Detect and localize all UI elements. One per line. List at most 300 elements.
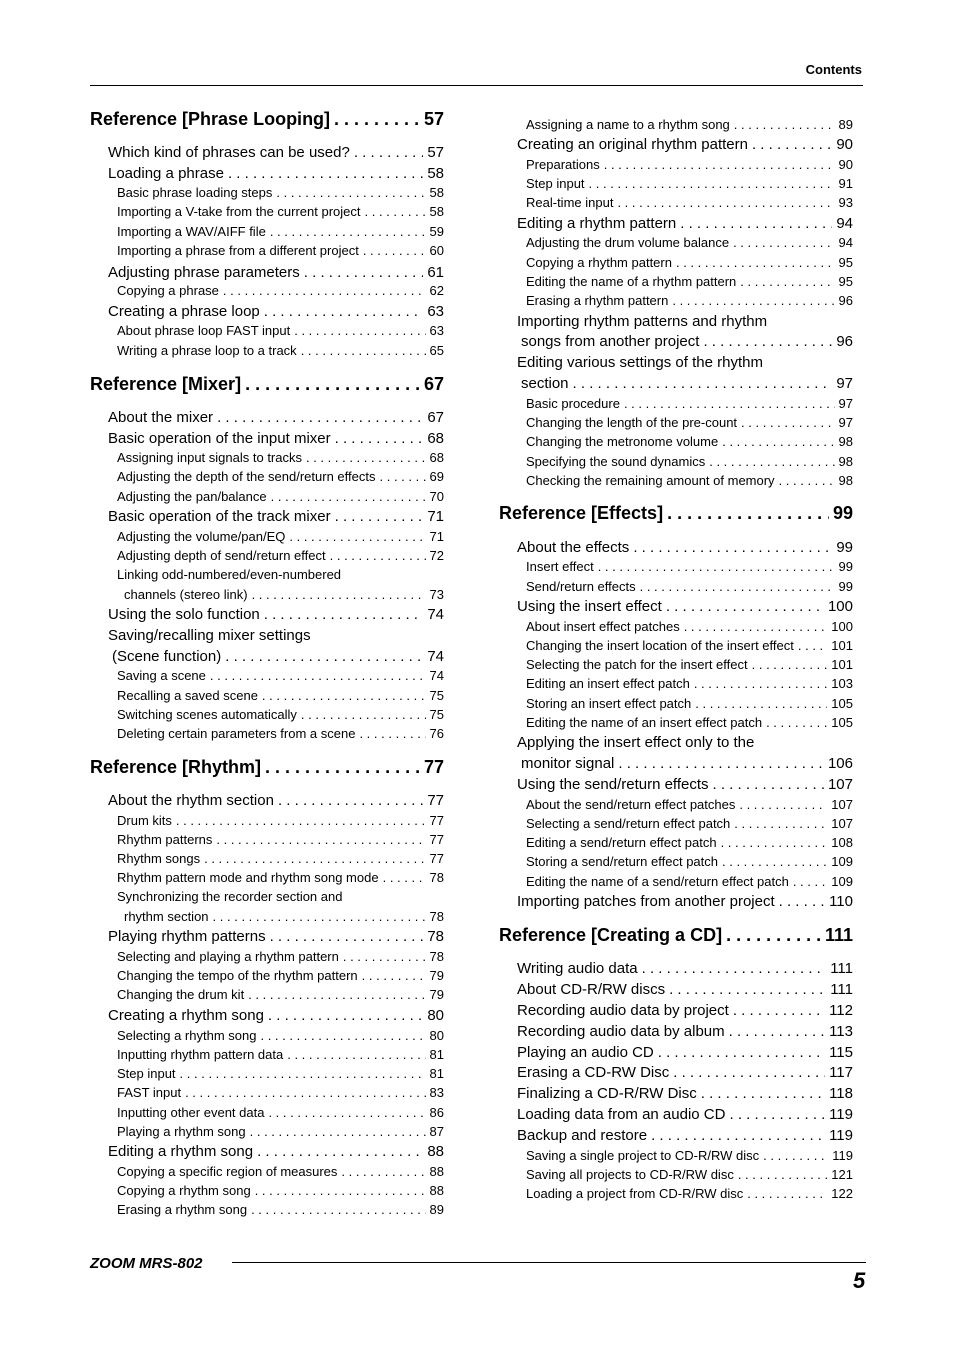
toc-subentry bbox=[526, 639, 853, 652]
toc-subentry bbox=[117, 1106, 444, 1119]
toc-subentry bbox=[117, 689, 444, 702]
toc-entry-page: 80 bbox=[427, 1007, 444, 1024]
toc-entry-title: Basic phrase loading steps bbox=[117, 185, 273, 200]
toc-entry-page: 73 bbox=[429, 587, 444, 602]
toc-entry-page: 77 bbox=[427, 792, 444, 809]
toc-entry-page: 113 bbox=[829, 1023, 853, 1040]
toc-entry-title: Creating a phrase loop bbox=[108, 303, 260, 320]
dot-leader bbox=[589, 177, 835, 190]
toc-subentry bbox=[117, 284, 444, 297]
dot-leader bbox=[573, 376, 833, 391]
toc-entry-page: 105 bbox=[831, 696, 853, 711]
toc-entry-page: 119 bbox=[832, 1148, 853, 1163]
toc-entry-title: Changing the tempo of the rhythm pattern bbox=[117, 968, 358, 983]
toc-entry-page: 58 bbox=[427, 165, 444, 182]
toc-subentry bbox=[526, 158, 853, 171]
toc-entry bbox=[108, 166, 444, 181]
toc-entry-wrapped: Importing rhythm patterns and rhythm bbox=[517, 313, 768, 330]
dot-leader bbox=[216, 833, 425, 846]
dot-leader bbox=[604, 158, 835, 171]
toc-entry bbox=[108, 265, 444, 280]
toc-entry-title: Checking the remaining amount of memory bbox=[526, 473, 775, 488]
toc-entry bbox=[517, 1086, 853, 1101]
toc-entry-page: 108 bbox=[831, 835, 853, 850]
toc-entry-page: 76 bbox=[429, 726, 444, 741]
dot-leader bbox=[270, 929, 424, 944]
toc-subentry bbox=[117, 205, 444, 218]
toc-entry-title: Editing the name of an insert effect patch bbox=[526, 715, 763, 730]
dot-leader bbox=[673, 1065, 825, 1080]
dot-leader bbox=[722, 855, 827, 868]
toc-entry-page: 107 bbox=[831, 816, 853, 831]
toc-entry-page: 80 bbox=[429, 1028, 444, 1043]
dot-leader bbox=[739, 798, 827, 811]
toc-entry-page: 122 bbox=[831, 1186, 853, 1201]
toc-entry-title: Selecting and playing a rhythm pattern bbox=[117, 949, 339, 964]
dot-leader bbox=[176, 814, 426, 827]
toc-entry-page: 89 bbox=[429, 1202, 444, 1217]
toc-subentry-continuation bbox=[124, 910, 444, 923]
toc-subentry bbox=[117, 225, 444, 238]
toc-entry bbox=[517, 777, 853, 792]
dot-leader bbox=[734, 817, 827, 830]
toc-subentry bbox=[526, 1187, 853, 1200]
toc-subentry bbox=[117, 1029, 444, 1042]
toc-entry-page: 94 bbox=[836, 215, 853, 232]
toc-entry-page: 117 bbox=[829, 1064, 853, 1081]
toc-entry-title: Reference [Mixer] bbox=[90, 374, 242, 394]
toc-entry bbox=[517, 540, 853, 555]
toc-entry bbox=[108, 1144, 444, 1159]
toc-subentry bbox=[526, 677, 853, 690]
toc-subentry bbox=[526, 256, 853, 269]
toc-entry-page: 78 bbox=[429, 909, 444, 924]
toc-entry-title: Saving a single project to CD-R/RW disc bbox=[526, 1148, 760, 1163]
toc-entry-title: channels (stereo link) bbox=[124, 587, 248, 602]
dot-leader bbox=[734, 118, 835, 131]
toc-entry-page: 75 bbox=[429, 707, 444, 722]
dot-leader bbox=[695, 697, 827, 710]
dot-leader bbox=[618, 756, 824, 771]
toc-entry-page: 107 bbox=[827, 776, 853, 793]
toc-entry-title: Inputting rhythm pattern data bbox=[117, 1047, 284, 1062]
toc-entry-continuation bbox=[521, 376, 853, 391]
toc-entry-title: Changing the drum kit bbox=[117, 987, 245, 1002]
toc-entry bbox=[517, 1107, 853, 1122]
dot-leader bbox=[262, 689, 426, 702]
toc-entry-page: 58 bbox=[429, 185, 444, 200]
toc-entry bbox=[517, 894, 853, 909]
dot-leader bbox=[709, 455, 834, 468]
toc-entry-page: 100 bbox=[827, 598, 853, 615]
toc-entry-title: Adjusting the depth of the send/return effects bbox=[117, 469, 376, 484]
toc-entry-page: 57 bbox=[423, 109, 444, 129]
dot-leader bbox=[257, 1144, 423, 1159]
toc-entry-page: 106 bbox=[827, 755, 853, 772]
toc-entry-title: Loading a phrase bbox=[108, 165, 224, 182]
toc-entry-title: Reference [Creating a CD] bbox=[499, 925, 723, 945]
dot-leader bbox=[766, 716, 827, 729]
toc-entry-title: Drum kits bbox=[117, 813, 172, 828]
toc-entry-title: Deleting certain parameters from a scene bbox=[117, 726, 356, 741]
dot-leader bbox=[362, 969, 426, 982]
toc-entry-title: Loading data from an audio CD bbox=[517, 1106, 726, 1123]
dot-leader bbox=[779, 894, 825, 909]
toc-subentry bbox=[526, 875, 853, 888]
toc-entry-page: 109 bbox=[831, 874, 853, 889]
toc-entry bbox=[108, 793, 444, 808]
dot-leader bbox=[301, 708, 426, 721]
toc-entry-title: Storing a send/return effect patch bbox=[526, 854, 718, 869]
toc-entry-title: Assigning a name to a rhythm song bbox=[526, 117, 730, 132]
dot-leader bbox=[721, 836, 828, 849]
toc-entry-page: 121 bbox=[831, 1167, 853, 1182]
dot-leader bbox=[287, 1048, 425, 1061]
dot-leader bbox=[252, 588, 426, 601]
toc-entry-title: (Scene function) bbox=[112, 648, 222, 665]
toc-entry bbox=[517, 1128, 853, 1143]
toc-entry-page: 94 bbox=[838, 235, 853, 250]
dot-leader bbox=[264, 304, 424, 319]
toc-entry-page: 74 bbox=[427, 648, 444, 665]
dot-leader bbox=[633, 540, 832, 555]
toc-entry-title: Using the send/return effects bbox=[517, 776, 709, 793]
section-heading-mixer bbox=[90, 375, 444, 393]
dot-leader bbox=[672, 294, 834, 307]
toc-subentry bbox=[117, 490, 444, 503]
dot-leader bbox=[763, 1149, 828, 1162]
dot-leader bbox=[733, 236, 834, 249]
toc-subentry bbox=[117, 1067, 444, 1080]
toc-entry-title: Editing a send/return effect patch bbox=[526, 835, 717, 850]
dot-leader bbox=[334, 110, 420, 128]
toc-entry bbox=[108, 929, 444, 944]
toc-subentry bbox=[526, 855, 853, 868]
toc-entry-page: 111 bbox=[830, 981, 853, 998]
dot-leader bbox=[341, 1165, 425, 1178]
toc-subentry bbox=[526, 196, 853, 209]
toc-subentry bbox=[117, 814, 444, 827]
toc-entry-page: 109 bbox=[831, 854, 853, 869]
dot-leader bbox=[383, 871, 426, 884]
dot-leader bbox=[680, 216, 832, 231]
toc-entry bbox=[517, 216, 853, 231]
dot-leader bbox=[713, 777, 824, 792]
toc-entry-page: 96 bbox=[838, 293, 853, 308]
toc-entry-page: 70 bbox=[429, 489, 444, 504]
toc-entry-page: 98 bbox=[838, 473, 853, 488]
toc-entry-title: Finalizing a CD-R/RW Disc bbox=[517, 1085, 697, 1102]
dot-leader bbox=[271, 490, 426, 503]
toc-subentry bbox=[526, 817, 853, 830]
toc-entry-title: Copying a rhythm song bbox=[117, 1183, 251, 1198]
toc-entry-title: Writing audio data bbox=[517, 960, 638, 977]
dot-leader bbox=[747, 1187, 827, 1200]
dot-leader bbox=[666, 599, 824, 614]
toc-entry-page: 71 bbox=[427, 508, 444, 525]
toc-entry-title: Loading a project from CD-R/RW disc bbox=[526, 1186, 744, 1201]
toc-entry-title: About the rhythm section bbox=[108, 792, 274, 809]
toc-entry-page: 115 bbox=[829, 1044, 853, 1061]
toc-entry-page: 57 bbox=[427, 144, 444, 161]
toc-entry bbox=[108, 304, 444, 319]
toc-entry-title: Preparations bbox=[526, 157, 600, 172]
dot-leader bbox=[722, 435, 834, 448]
section-heading-effects bbox=[499, 504, 853, 522]
toc-entry-continuation bbox=[112, 649, 444, 664]
toc-entry-title: Changing the insert location of the insert effect bbox=[526, 638, 794, 653]
toc-entry-title: Rhythm pattern mode and rhythm song mode bbox=[117, 870, 379, 885]
toc-entry-wrapped: Saving/recalling mixer settings bbox=[108, 627, 311, 644]
section-heading-phrase-looping bbox=[90, 110, 444, 128]
dot-leader bbox=[684, 620, 828, 633]
toc-entry-title: Changing the length of the pre-count bbox=[526, 415, 738, 430]
toc-entry-page: 86 bbox=[429, 1105, 444, 1120]
toc-entry-page: 77 bbox=[423, 757, 444, 777]
toc-entry bbox=[108, 410, 444, 425]
toc-entry-title: About the effects bbox=[517, 539, 630, 556]
dot-leader bbox=[676, 256, 835, 269]
toc-entry-title: Importing a phrase from a different project bbox=[117, 243, 359, 258]
toc-entry-title: Selecting the patch for the insert effect bbox=[526, 657, 748, 672]
toc-entry-title: songs from another project bbox=[521, 333, 700, 350]
toc-entry-title: rhythm section bbox=[124, 909, 209, 924]
toc-entry-title: Editing the name of a send/return effect patch bbox=[526, 874, 789, 889]
dot-leader bbox=[798, 639, 827, 652]
section-heading-creating-cd bbox=[499, 926, 853, 944]
toc-entry-page: 99 bbox=[838, 579, 853, 594]
dot-leader bbox=[343, 950, 426, 963]
dot-leader bbox=[793, 875, 827, 888]
toc-entry-title: monitor signal bbox=[521, 755, 615, 772]
toc-entry bbox=[517, 1003, 853, 1018]
dot-leader bbox=[250, 1125, 426, 1138]
toc-entry-title: FAST input bbox=[117, 1085, 182, 1100]
toc-subentry bbox=[526, 455, 853, 468]
toc-entry-title: Step input bbox=[526, 176, 585, 191]
dot-leader bbox=[733, 1003, 825, 1018]
toc-entry-page: 75 bbox=[429, 688, 444, 703]
toc-entry-page: 68 bbox=[429, 450, 444, 465]
toc-entry-title: Real-time input bbox=[526, 195, 614, 210]
toc-entry-page: 98 bbox=[838, 454, 853, 469]
dot-leader bbox=[260, 1029, 425, 1042]
toc-entry-page: 110 bbox=[829, 893, 853, 910]
dot-leader bbox=[217, 410, 423, 425]
toc-subentry bbox=[526, 474, 853, 487]
toc-entry-title: Erasing a rhythm pattern bbox=[526, 293, 669, 308]
toc-entry-page: 63 bbox=[429, 323, 444, 338]
toc-subentry bbox=[526, 435, 853, 448]
dot-leader bbox=[752, 658, 828, 671]
toc-entry-title: Importing a V-take from the current project bbox=[117, 204, 361, 219]
toc-entry-page: 62 bbox=[429, 283, 444, 298]
toc-entry-page: 97 bbox=[838, 415, 853, 430]
toc-entry-title: Adjusting the volume/pan/EQ bbox=[117, 529, 286, 544]
toc-entry bbox=[108, 1008, 444, 1023]
dot-leader bbox=[228, 166, 423, 181]
dot-leader bbox=[354, 145, 424, 160]
toc-entry bbox=[517, 1045, 853, 1060]
toc-entry-page: 111 bbox=[824, 925, 853, 945]
dot-leader bbox=[741, 416, 834, 429]
dot-leader bbox=[640, 580, 835, 593]
toc-subentry bbox=[117, 470, 444, 483]
toc-entry-title: Saving a scene bbox=[117, 668, 206, 683]
toc-subentry bbox=[526, 620, 853, 633]
dot-leader bbox=[306, 451, 426, 464]
dot-leader bbox=[265, 758, 420, 776]
dot-leader bbox=[276, 186, 425, 199]
toc-entry-title: Recording audio data by project bbox=[517, 1002, 729, 1019]
dot-leader bbox=[180, 1067, 426, 1080]
toc-entry-page: 99 bbox=[838, 559, 853, 574]
dot-leader bbox=[380, 470, 426, 483]
dot-leader bbox=[248, 988, 425, 1001]
toc-subentry bbox=[526, 397, 853, 410]
toc-entry-title: Importing a WAV/AIFF file bbox=[117, 224, 266, 239]
page-number: 5 bbox=[853, 1268, 866, 1293]
dot-leader bbox=[251, 1203, 425, 1216]
toc-entry-title: Editing an insert effect patch bbox=[526, 676, 690, 691]
toc-subentry bbox=[526, 294, 853, 307]
toc-subentry bbox=[117, 988, 444, 1001]
toc-entry-page: 98 bbox=[838, 434, 853, 449]
toc-subentry bbox=[117, 708, 444, 721]
dot-leader bbox=[658, 1045, 825, 1060]
toc-entry-title: section bbox=[521, 375, 569, 392]
toc-entry-title: Adjusting the pan/balance bbox=[117, 489, 267, 504]
toc-entry-title: Adjusting the drum volume balance bbox=[526, 235, 730, 250]
toc-subentry bbox=[117, 344, 444, 357]
toc-subentry bbox=[117, 1184, 444, 1197]
dot-leader bbox=[294, 324, 425, 337]
toc-entry-page: 97 bbox=[836, 375, 853, 392]
toc-entry-continuation bbox=[521, 756, 853, 771]
dot-leader bbox=[726, 926, 821, 944]
toc-entry-page: 88 bbox=[429, 1164, 444, 1179]
toc-entry-page: 74 bbox=[429, 668, 444, 683]
toc-entry-page: 61 bbox=[427, 264, 444, 281]
dot-leader bbox=[301, 344, 426, 357]
toc-entry bbox=[108, 509, 444, 524]
toc-entry-page: 118 bbox=[829, 1085, 853, 1102]
toc-subentry bbox=[526, 716, 853, 729]
toc-subentry-wrapped: Synchronizing the recorder section and bbox=[117, 889, 343, 904]
dot-leader bbox=[598, 560, 835, 573]
toc-entry-title: Backup and restore bbox=[517, 1127, 648, 1144]
toc-subentry bbox=[117, 950, 444, 963]
toc-subentry bbox=[526, 236, 853, 249]
toc-entry-page: 95 bbox=[838, 274, 853, 289]
toc-entry-title: Recalling a saved scene bbox=[117, 688, 258, 703]
toc-entry-page: 58 bbox=[429, 204, 444, 219]
dot-leader bbox=[270, 225, 426, 238]
toc-subentry bbox=[117, 871, 444, 884]
toc-subentry bbox=[526, 177, 853, 190]
toc-entry-page: 78 bbox=[429, 949, 444, 964]
dot-leader bbox=[729, 1024, 825, 1039]
toc-entry bbox=[517, 599, 853, 614]
toc-entry bbox=[517, 137, 853, 152]
toc-entry-page: 101 bbox=[831, 638, 853, 653]
toc-entry-title: Basic procedure bbox=[526, 396, 620, 411]
toc-entry-title: Changing the metronome volume bbox=[526, 434, 719, 449]
toc-subentry bbox=[526, 798, 853, 811]
dot-leader bbox=[651, 1128, 825, 1143]
toc-entry-title: Basic operation of the track mixer bbox=[108, 508, 331, 525]
toc-entry-title: Switching scenes automatically bbox=[117, 707, 297, 722]
dot-leader bbox=[729, 1107, 825, 1122]
toc-subentry bbox=[526, 697, 853, 710]
toc-entry-title: Copying a rhythm pattern bbox=[526, 255, 672, 270]
toc-entry-title: About insert effect patches bbox=[526, 619, 680, 634]
toc-entry-wrapped: Applying the insert effect only to the bbox=[517, 734, 755, 751]
toc-entry-page: 112 bbox=[829, 1002, 853, 1019]
toc-entry-page: 81 bbox=[429, 1047, 444, 1062]
toc-subentry bbox=[117, 1165, 444, 1178]
dot-leader bbox=[289, 530, 425, 543]
toc-entry-page: 77 bbox=[429, 832, 444, 847]
toc-entry-title: Editing a rhythm song bbox=[108, 1143, 254, 1160]
toc-entry-title: Copying a phrase bbox=[117, 283, 219, 298]
dot-leader bbox=[363, 244, 426, 257]
toc-entry-page: 79 bbox=[429, 987, 444, 1002]
toc-entry-title: Rhythm songs bbox=[117, 851, 201, 866]
toc-entry-page: 95 bbox=[838, 255, 853, 270]
toc-entry-title: Basic operation of the input mixer bbox=[108, 430, 331, 447]
dot-leader bbox=[703, 334, 832, 349]
dot-leader bbox=[255, 1184, 426, 1197]
toc-entry-page: 77 bbox=[429, 813, 444, 828]
toc-entry-title: Creating an original rhythm pattern bbox=[517, 136, 748, 153]
dot-leader bbox=[204, 852, 425, 865]
toc-entry-title: About phrase loop FAST input bbox=[117, 323, 291, 338]
toc-entry-page: 93 bbox=[838, 195, 853, 210]
toc-entry-page: 103 bbox=[831, 676, 853, 691]
toc-subentry bbox=[117, 530, 444, 543]
toc-entry-title: Using the solo function bbox=[108, 606, 260, 623]
toc-entry-title: Playing an audio CD bbox=[517, 1044, 654, 1061]
toc-entry-title: Adjusting depth of send/return effect bbox=[117, 548, 326, 563]
toc-entry bbox=[517, 961, 853, 976]
dot-leader bbox=[642, 961, 827, 976]
toc-entry-page: 77 bbox=[429, 851, 444, 866]
toc-entry-title: Reference [Phrase Looping] bbox=[90, 109, 331, 129]
dot-leader bbox=[245, 375, 420, 393]
toc-entry-title: About the mixer bbox=[108, 409, 214, 426]
dot-leader bbox=[740, 275, 834, 288]
toc-entry bbox=[108, 431, 444, 446]
dot-leader bbox=[667, 504, 829, 522]
toc-subentry-wrapped: Linking odd-numbered/even-numbered bbox=[117, 567, 342, 582]
section-heading-rhythm bbox=[90, 758, 444, 776]
toc-entry-title: Reference [Effects] bbox=[499, 503, 664, 523]
toc-subentry bbox=[117, 324, 444, 337]
toc-entry-page: 88 bbox=[427, 1143, 444, 1160]
toc-entry-title: Selecting a rhythm song bbox=[117, 1028, 257, 1043]
toc-entry bbox=[517, 1024, 853, 1039]
header-section-label: Contents bbox=[805, 62, 862, 77]
toc-entry-page: 87 bbox=[429, 1124, 444, 1139]
toc-entry-title: Writing a phrase loop to a track bbox=[117, 343, 297, 358]
toc-entry-page: 119 bbox=[829, 1106, 853, 1123]
toc-entry-page: 71 bbox=[429, 529, 444, 544]
toc-entry-title: Specifying the sound dynamics bbox=[526, 454, 706, 469]
toc-entry bbox=[108, 607, 444, 622]
toc-subentry bbox=[526, 658, 853, 671]
dot-leader bbox=[268, 1008, 423, 1023]
